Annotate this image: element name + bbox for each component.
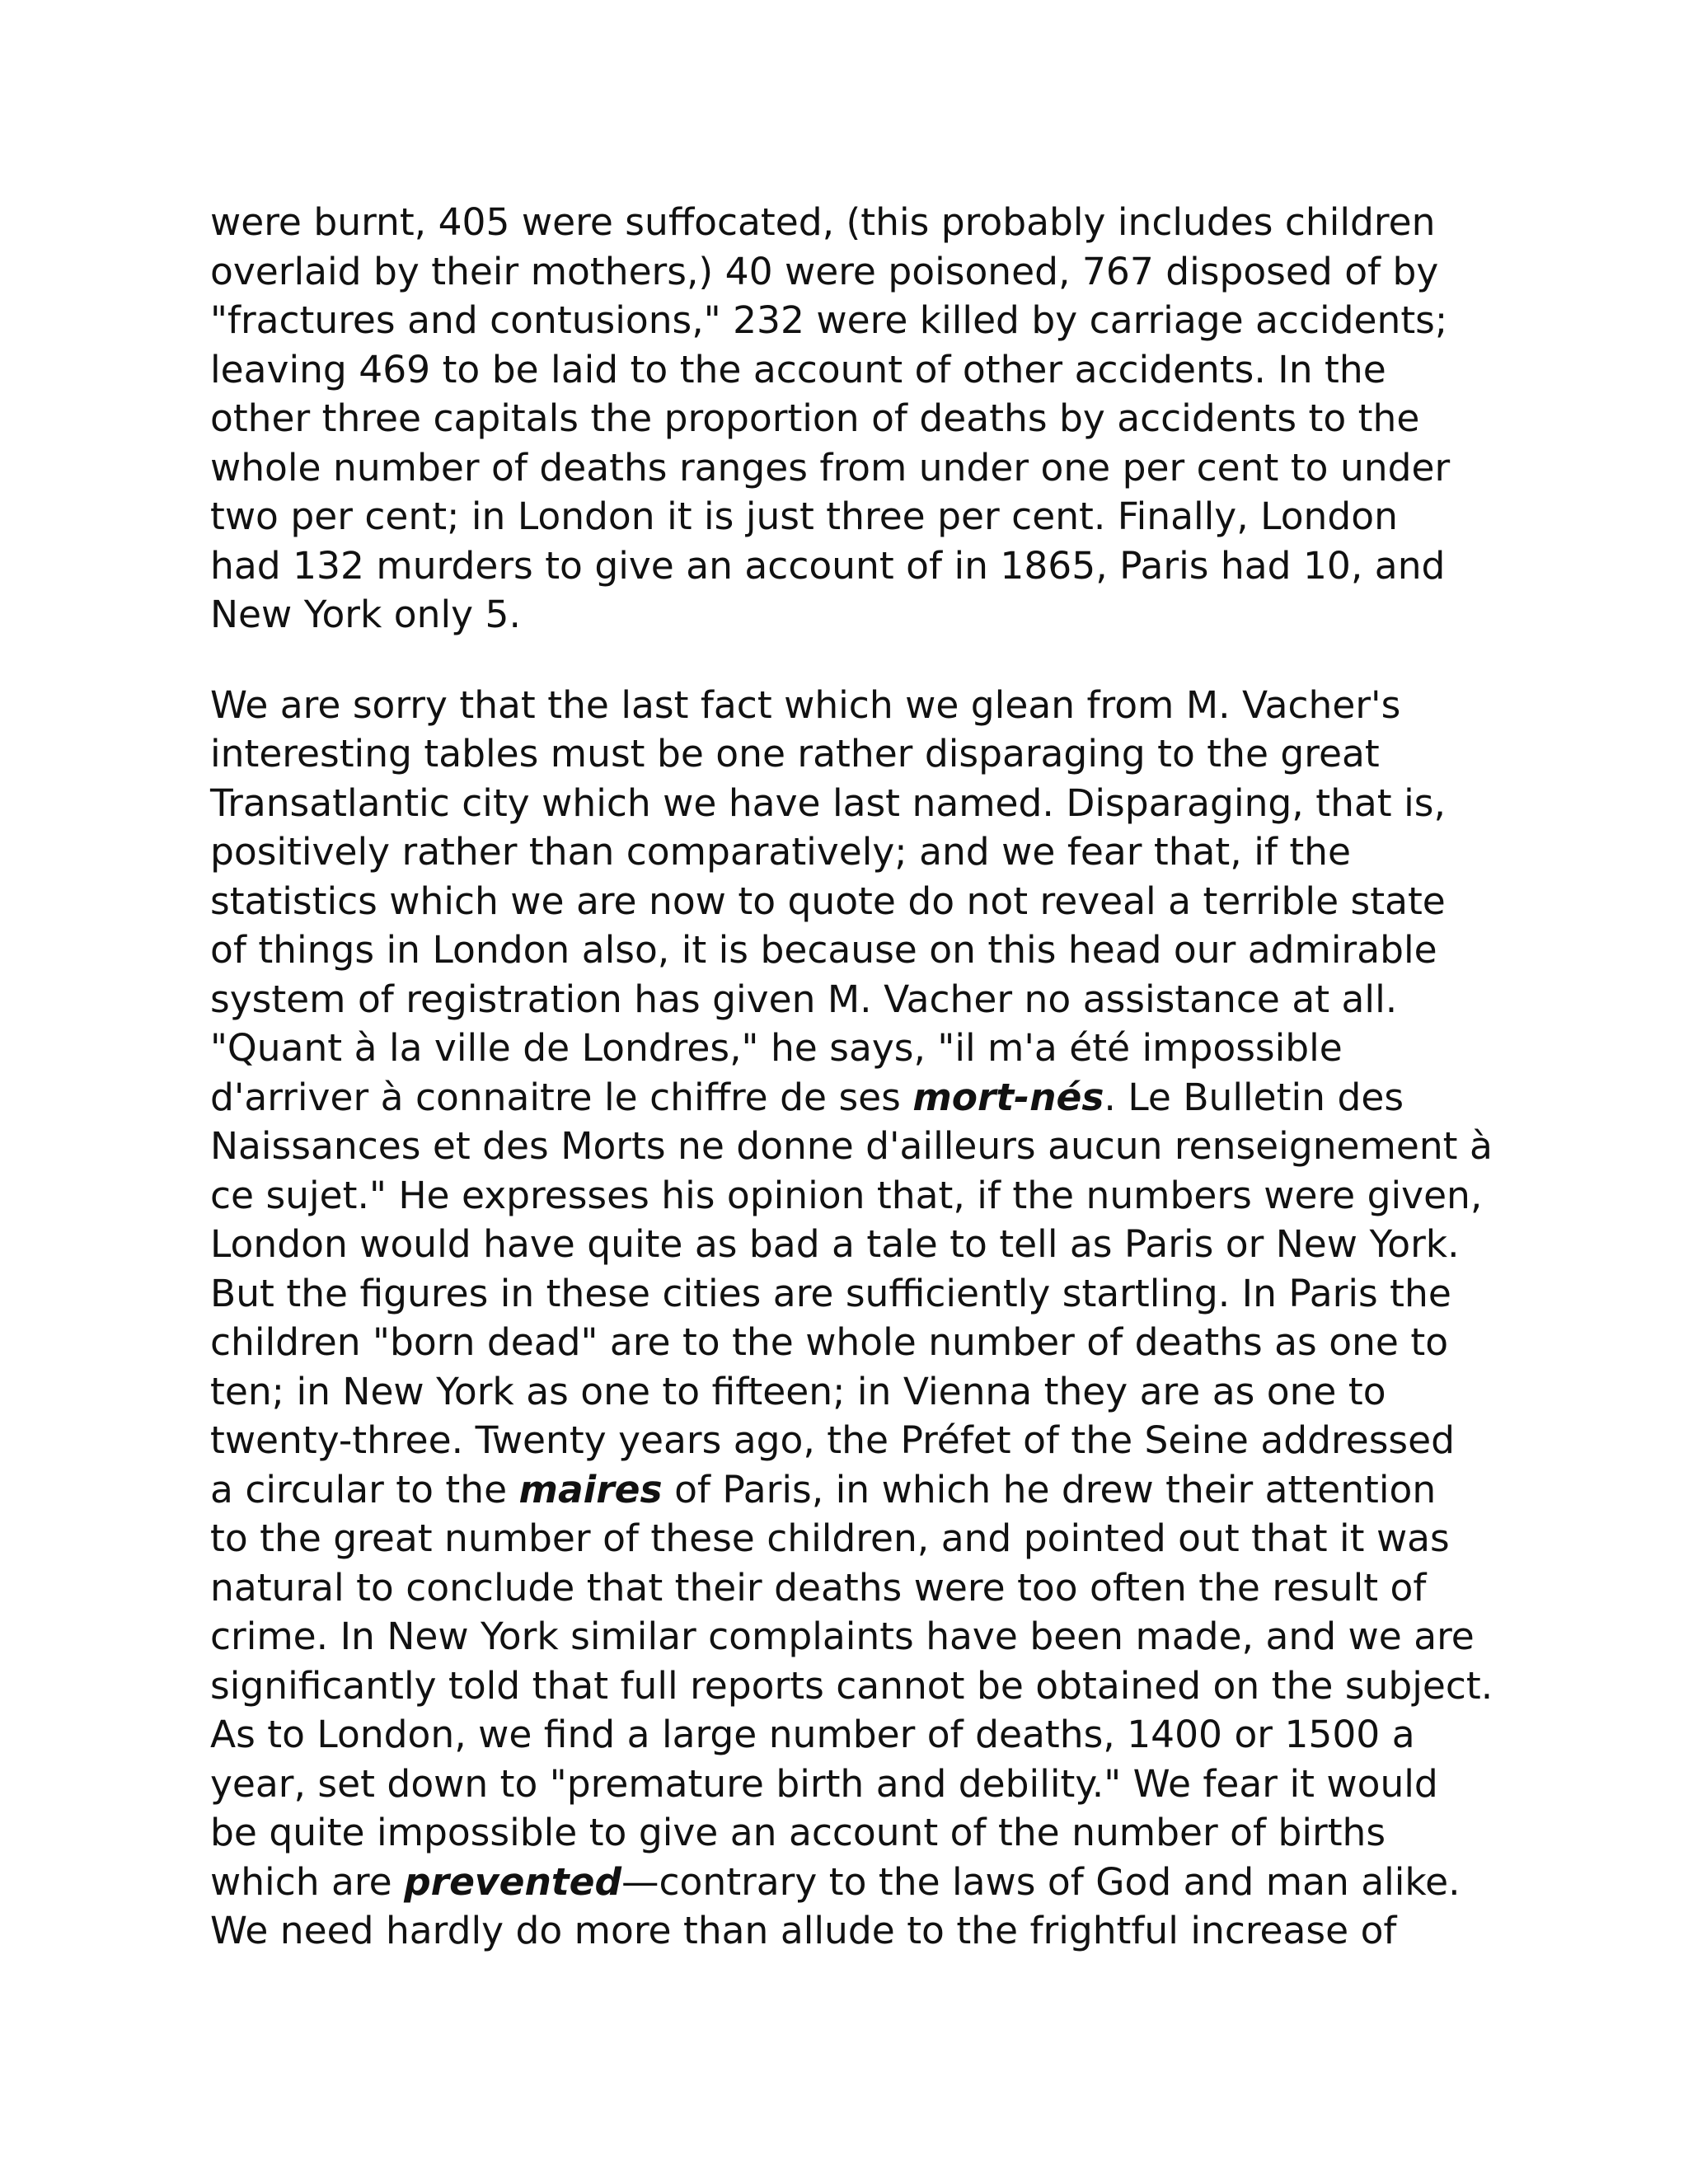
text-line (210, 729, 1496, 779)
text-line (210, 492, 1496, 541)
text-run: ce sujet." He expresses his opinion that, if the numbers were given, (210, 1173, 1483, 1217)
text-run: But the figures in these cities are sufficiently startling. In Paris the (210, 1271, 1451, 1315)
text-line (210, 1760, 1496, 1809)
text-run: significantly told that full reports cannot be obtained on the subject. (210, 1663, 1493, 1708)
text-run: which are (210, 1859, 405, 1904)
text-line (210, 1906, 1496, 1956)
text-run: —contrary to the laws of God and man alike. (621, 1859, 1461, 1904)
text-run: . Le Bulletin des (1104, 1075, 1404, 1119)
text-run: statistics which we are now to quote do not reveal a terrible state (210, 879, 1446, 923)
text-run: of Paris, in which he drew their attention (662, 1467, 1437, 1511)
text-run: "Quant à la ville de Londres," he says, "il m'a été impossible (210, 1026, 1343, 1070)
paragraph-gap (210, 640, 1496, 681)
text-line (210, 296, 1496, 345)
text-line (210, 1171, 1496, 1221)
text-line (210, 1710, 1496, 1760)
text-line (210, 198, 1496, 247)
text-line (210, 1661, 1496, 1711)
text-run: We need hardly do more than allude to the frightful increase of (210, 1909, 1397, 1952)
text-run: Naissances et des Morts ne donne d'ailleurs aucun renseignement à (210, 1124, 1493, 1168)
text-line (210, 1858, 1496, 1907)
text-run: leaving 469 to be laid to the account of other accidents. In the (210, 347, 1386, 391)
text-run: were burnt, 405 were suffocated, (this probably includes children (210, 200, 1436, 244)
text-run: We are sorry that the last fact which we glean from M. Vacher's (210, 682, 1401, 727)
text-run: As to London, we find a large number of deaths, 1400 or 1500 a (210, 1713, 1415, 1756)
text-line (210, 394, 1496, 443)
text-line (210, 1024, 1496, 1073)
text-line (210, 1367, 1496, 1417)
text-run: natural to conclude that their deaths were too often the result of (210, 1565, 1427, 1610)
text-line (210, 827, 1496, 877)
text-run: interesting tables must be one rather disparaging to the great (210, 732, 1380, 776)
text-run: overlaid by their mothers,) 40 were poisoned, 767 disposed of by (210, 249, 1439, 293)
text-run: ten; in New York as one to fifteen; in Vienna they are as one to (210, 1369, 1386, 1413)
text-line (210, 1416, 1496, 1465)
emphasized-word: prevented (404, 1859, 622, 1904)
text-line (210, 926, 1496, 975)
text-line (210, 1465, 1496, 1515)
text-run: be quite impossible to give an account of the number of births (210, 1811, 1386, 1854)
text-run: of things in London also, it is because on this head our admirable (210, 928, 1437, 972)
text-line (210, 541, 1496, 591)
text-line (210, 1122, 1496, 1171)
text-line (210, 975, 1496, 1024)
text-run: New York only 5. (210, 593, 521, 636)
text-run: whole number of deaths ranges from under one per cent to under (210, 445, 1451, 490)
emphasized-word: maires (518, 1467, 663, 1511)
text-run: had 132 murders to give an account of in 1865, Paris had 10, and (210, 543, 1446, 588)
text-run: twenty-three. Twenty years ago, the Préfet of the Seine addressed (210, 1418, 1455, 1462)
text-run: system of registration has given M. Vacher no assistance at all. (210, 977, 1398, 1021)
text-line (210, 877, 1496, 926)
text-run: other three capitals the proportion of deaths by accidents to the (210, 396, 1420, 440)
text-line (210, 779, 1496, 828)
text-run: to the great number of these children, and pointed out that it was (210, 1516, 1450, 1560)
text-line (210, 1514, 1496, 1563)
text-line (210, 247, 1496, 297)
text-line (210, 1318, 1496, 1367)
text-line (210, 345, 1496, 395)
text-run: year, set down to "premature birth and debility." We fear it would (210, 1761, 1438, 1806)
text-run: children "born dead" are to the whole number of deaths as one to (210, 1320, 1449, 1364)
text-line (210, 590, 1496, 640)
paragraph (210, 681, 1496, 1956)
text-line (210, 1073, 1496, 1122)
text-run: two per cent; in London it is just three per cent. Finally, London (210, 494, 1398, 538)
text-line (210, 1269, 1496, 1319)
text-line (210, 681, 1496, 730)
text-line (210, 1563, 1496, 1613)
paragraph (210, 198, 1496, 640)
text-run: a circular to the (210, 1467, 519, 1511)
text-line (210, 1612, 1496, 1661)
text-run: d'arriver à connaitre le chiffre de ses (210, 1075, 913, 1119)
text-run: crime. In New York similar complaints have been made, and we are (210, 1615, 1475, 1658)
text-run: positively rather than comparatively; and we fear that, if the (210, 830, 1351, 874)
text-run: "fractures and contusions," 232 were killed by carriage accidents; (210, 298, 1448, 342)
text-line (210, 1808, 1496, 1858)
text-run: Transatlantic city which we have last named. Disparaging, that is, (210, 780, 1446, 825)
text-run: London would have quite as bad a tale to tell as Paris or New York. (210, 1222, 1460, 1266)
text-line (210, 1220, 1496, 1269)
text-line (210, 443, 1496, 493)
emphasized-word: mort-nés (912, 1075, 1104, 1119)
body-text (210, 198, 1496, 1956)
